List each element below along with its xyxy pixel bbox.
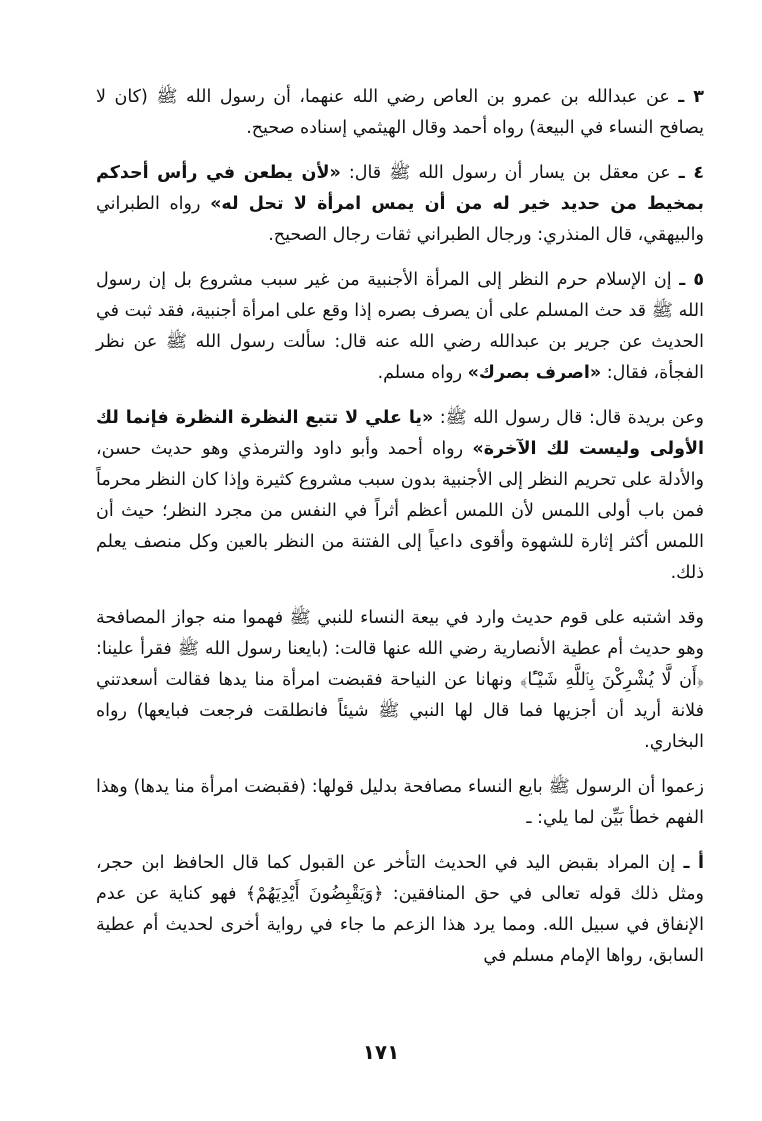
hadith-quote: «لأن يطعن في رأس أحدكم بمخيط من حديد خير له من أن يمس امرأة لا تحل له»	[96, 163, 704, 214]
hadith-quote: «اصرف بصرك»	[467, 363, 602, 383]
paragraph-number: ٣ ـ	[678, 87, 704, 107]
quran-verse: ﴿وَيَقْبِضُونَ أَيْدِيَهُمْ﴾	[245, 884, 384, 904]
paragraph-text: وعن بريدة قال: قال رسول الله ﷺ:	[439, 408, 705, 428]
paragraph-text: عن عبدالله بن عمرو بن العاص رضي الله عنهما، أن رسول الله ﷺ (كان لا يصافح النساء في البيعة) رواه أحمد وقال الهيثمي إسناده صحيح.	[96, 87, 704, 138]
paragraph-number: أ ـ	[683, 853, 704, 873]
paragraph-4	[96, 158, 704, 251]
paragraph-text: إن المراد بقبض اليد في الحديث التأخر عن القبول كما قال الحافظ ابن حجر، ومثل ذلك قوله تعالى في حق المنافقين:	[96, 853, 704, 904]
quran-verse: ﴿أَن لَّا يُشْرِكْنَ بِٱللَّهِ شَيْـًٔا﴾	[520, 670, 704, 690]
paragraph-number: ٤ ـ	[678, 163, 704, 183]
paragraph-text: إن الإسلام حرم النظر إلى المرأة الأجنبية من غير سبب مشروع بل إن رسول الله ﷺ قد حث المسلم على أن يصرف بصره إذا وقع على امرأة أجنبية، فقد ثبت في الحديث عن جرير بن عبدالله رضي الله عنه قال: سألت رسول الله ﷺ عن نظر الفجأة، فقال:	[96, 270, 704, 383]
hadith-quote: «يا علي لا تتبع النظرة النظرة فإنما لك الأولى وليست لك الآخرة»	[96, 408, 704, 459]
paragraph-text: وقد اشتبه على قوم حديث وارد في بيعة النساء للنبي ﷺ فهموا منه جواز المصافحة وهو حديث أم عطية الأنصارية رضي الله عنها قالت: (بايعنا رسول الله ﷺ فقرأ علينا:	[96, 608, 704, 659]
paragraph-text: فهو كناية عن عدم الإنفاق في سبيل الله. ومما يرد هذا الزعم ما جاء في رواية أخرى لحديث أم عطية السابق، رواها الإمام مسلم في	[96, 884, 704, 966]
paragraph-text: زعموا أن الرسول ﷺ بايع النساء مصافحة بدليل قولها: (فقبضت امرأة منا يدها) وهذا الفهم خطأ بَيِّن لما يلي: ـ	[96, 777, 704, 828]
document-page	[96, 82, 704, 986]
paragraph-text: عن معقل بن يسار أن رسول الله ﷺ قال:	[348, 163, 671, 183]
page-number: ١٧١	[362, 1040, 400, 1064]
paragraph-text: رواه مسلم.	[377, 363, 463, 383]
paragraph-umm-atiyyah	[96, 603, 704, 758]
paragraph-text: رواه الطبراني والبيهقي، قال المنذري: ورجال الطبراني ثقات رجال الصحيح.	[96, 194, 704, 245]
paragraph-text: رواه أحمد وأبو داود والترمذي وهو حديث حسن، والأدلة على تحريم النظر إلى الأجنبية بدون سبب مشروع كثيرة وإذا كان النظر محرماً فمن باب أولى اللمس لأن اللمس أعظم أثراً في النفس من مجرد النظر؛ حيث أن اللمس أكثر إثارة للشهوة وأقوى داعياً إلى الفتنة من النظر بالعين وكل منصف يعلم ذلك.	[96, 439, 704, 583]
paragraph-5	[96, 265, 704, 389]
paragraph-claim	[96, 772, 704, 834]
paragraph-3	[96, 82, 704, 144]
paragraph-a	[96, 848, 704, 972]
paragraph-text: ونهانا عن النياحة فقبضت امرأة منا يدها فقالت أسعدتني فلانة أريد أن أجزيها فما قال لها النبي ﷺ شيئاً فانطلقت فرجعت فبايعها) رواه البخاري.	[96, 670, 704, 752]
paragraph-buraydah	[96, 403, 704, 589]
paragraph-number: ٥ ـ	[679, 270, 704, 290]
